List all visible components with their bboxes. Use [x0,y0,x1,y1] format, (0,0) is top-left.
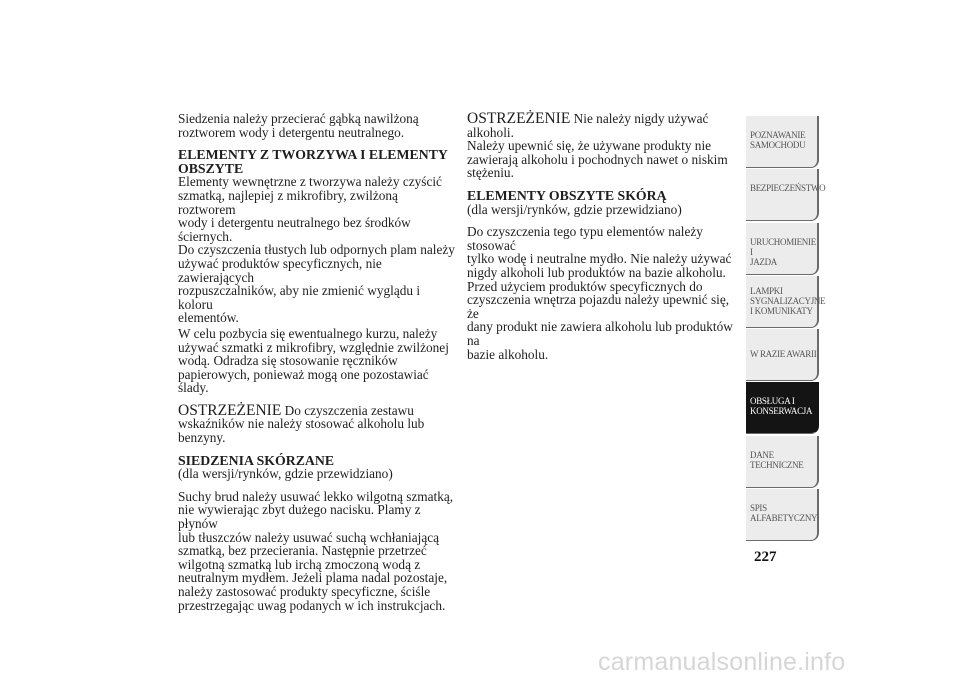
page-number: 227 [754,549,777,565]
tab-label: W RAZIE AWARII [750,349,817,360]
plastic-paragraph-1: Elementy wewnętrzne z tworzywa należy czyścić szmatką, najlepiej z mikrofibry, zwilżoną roztworem wody i detergentu neutralnego bez środków ściernych. Do czyszczenia tłustych lub odpornych plam należy używać produktów specyficznych, nie zawierających rozpuszczalników, aby nie zmienić wyglądu i koloru elementów. [178,174,455,326]
tab-label: POZNAWANIE SAMOCHODU [750,130,806,150]
chapter-tabs [746,116,826,542]
tab-bezpieczenstwo[interactable] [746,169,826,221]
tab-label: SPIS ALFABETYCZNY [750,503,818,524]
tab-label: URUCHOMIENIE I JAZDA [750,236,816,267]
leather-seats-paragraph: Suchy brud należy usuwać lekko wilgotną szmatką, nie wywierając zbyt dużego nacisku. Plamy z płynów lub tłuszczów należy usuwać suchą wchłaniającą szmatką, bez przecierania. Następnie przetrzeć wilgotną szmatką lub irchą zmoczoną wodą z neutralnym mydłem. Jeżeli plama nadal pozostaje, należy zastosować produkty specyficzne, ściśle przestrzegając uwag podanych w ich instrukcjach. [178,488,454,613]
tab-spis-alfabetyczny[interactable] [746,489,819,541]
intro-paragraph: Siedzenia należy przecierać gąbką nawilżoną roztworem wody i detergentu neutralnego. [178,111,419,140]
plastic-paragraph-2: W celu pozbycia się ewentualnego kurzu, należy używać szmatki z mikrofibry, względnie zwilżonej wodą. Odradza się stosowanie ręczników papierowych, ponieważ mogą one pozostawiać ślady. [178,325,449,396]
right-column [467,112,742,370]
tab-obsluga-i-konserwacja[interactable] [746,382,819,434]
watermark: carmanualsonline.info [598,648,846,676]
tab-poznawanie-samochodu[interactable] [746,116,819,168]
leather-elements-paragraph: Do czyszczenia tego typu elementów należy stosować tylko wodę i neutralne mydło. Nie należy używać nigdy alkoholi lub produktów na bazie alkoholu. Przed użyciem produktów specyficznych do czyszczenia wnętrza pojazdu należy upewnić się, że dany produkt nie zawiera alkoholu lub produktów na bazie alkoholu. [467,224,733,362]
tab-label: LAMPKI SYGNALIZACYJNE I KOMUNIKATY [750,285,826,316]
alcohol-warning [467,112,742,180]
tab-dane-techniczne[interactable] [746,436,819,488]
tab-uruchomienie-i-jazda[interactable] [746,223,819,275]
leather-seats-heading: SIEDZENIA SKÓRZANE [178,452,335,468]
leather-elements-heading: ELEMENTY OBSZYTE SKÓRĄ [467,187,667,203]
tab-label: BEZPIECZEŃSTWO [750,183,826,194]
instrument-warning [178,401,458,446]
warning-label: OSTRZEŻENIE [467,110,571,127]
warning-text: Do czyszczenia zestawu wskaźników nie należy stosować alkoholu lub benzyny. [178,402,425,446]
plastic-elements-heading: ELEMENTY Z TWORZYWA I ELEMENTY OBSZYTE [178,147,448,176]
tab-w-razie-awarii[interactable] [746,329,819,381]
leather-elements-subtitle: (dla wersji/rynków, gdzie przewidziano) [467,201,682,217]
warning-text: Nie należy nigdy używać alkoholi. Należy upewnić się, że używane produkty nie zawierają alkoholu i pochodnych nawet o niskim stężeniu. [467,111,728,181]
left-column [178,112,458,621]
leather-seats-subtitle: (dla wersji/rynków, gdzie przewidziano) [178,466,393,482]
tab-label: OBSŁUGA I KONSERWACJA [750,396,813,417]
tab-lampki-sygnalizacyjne[interactable] [746,276,826,328]
tab-label: DANE TECHNICZNE [750,449,804,470]
warning-label: OSTRZEŻENIE [178,401,282,419]
